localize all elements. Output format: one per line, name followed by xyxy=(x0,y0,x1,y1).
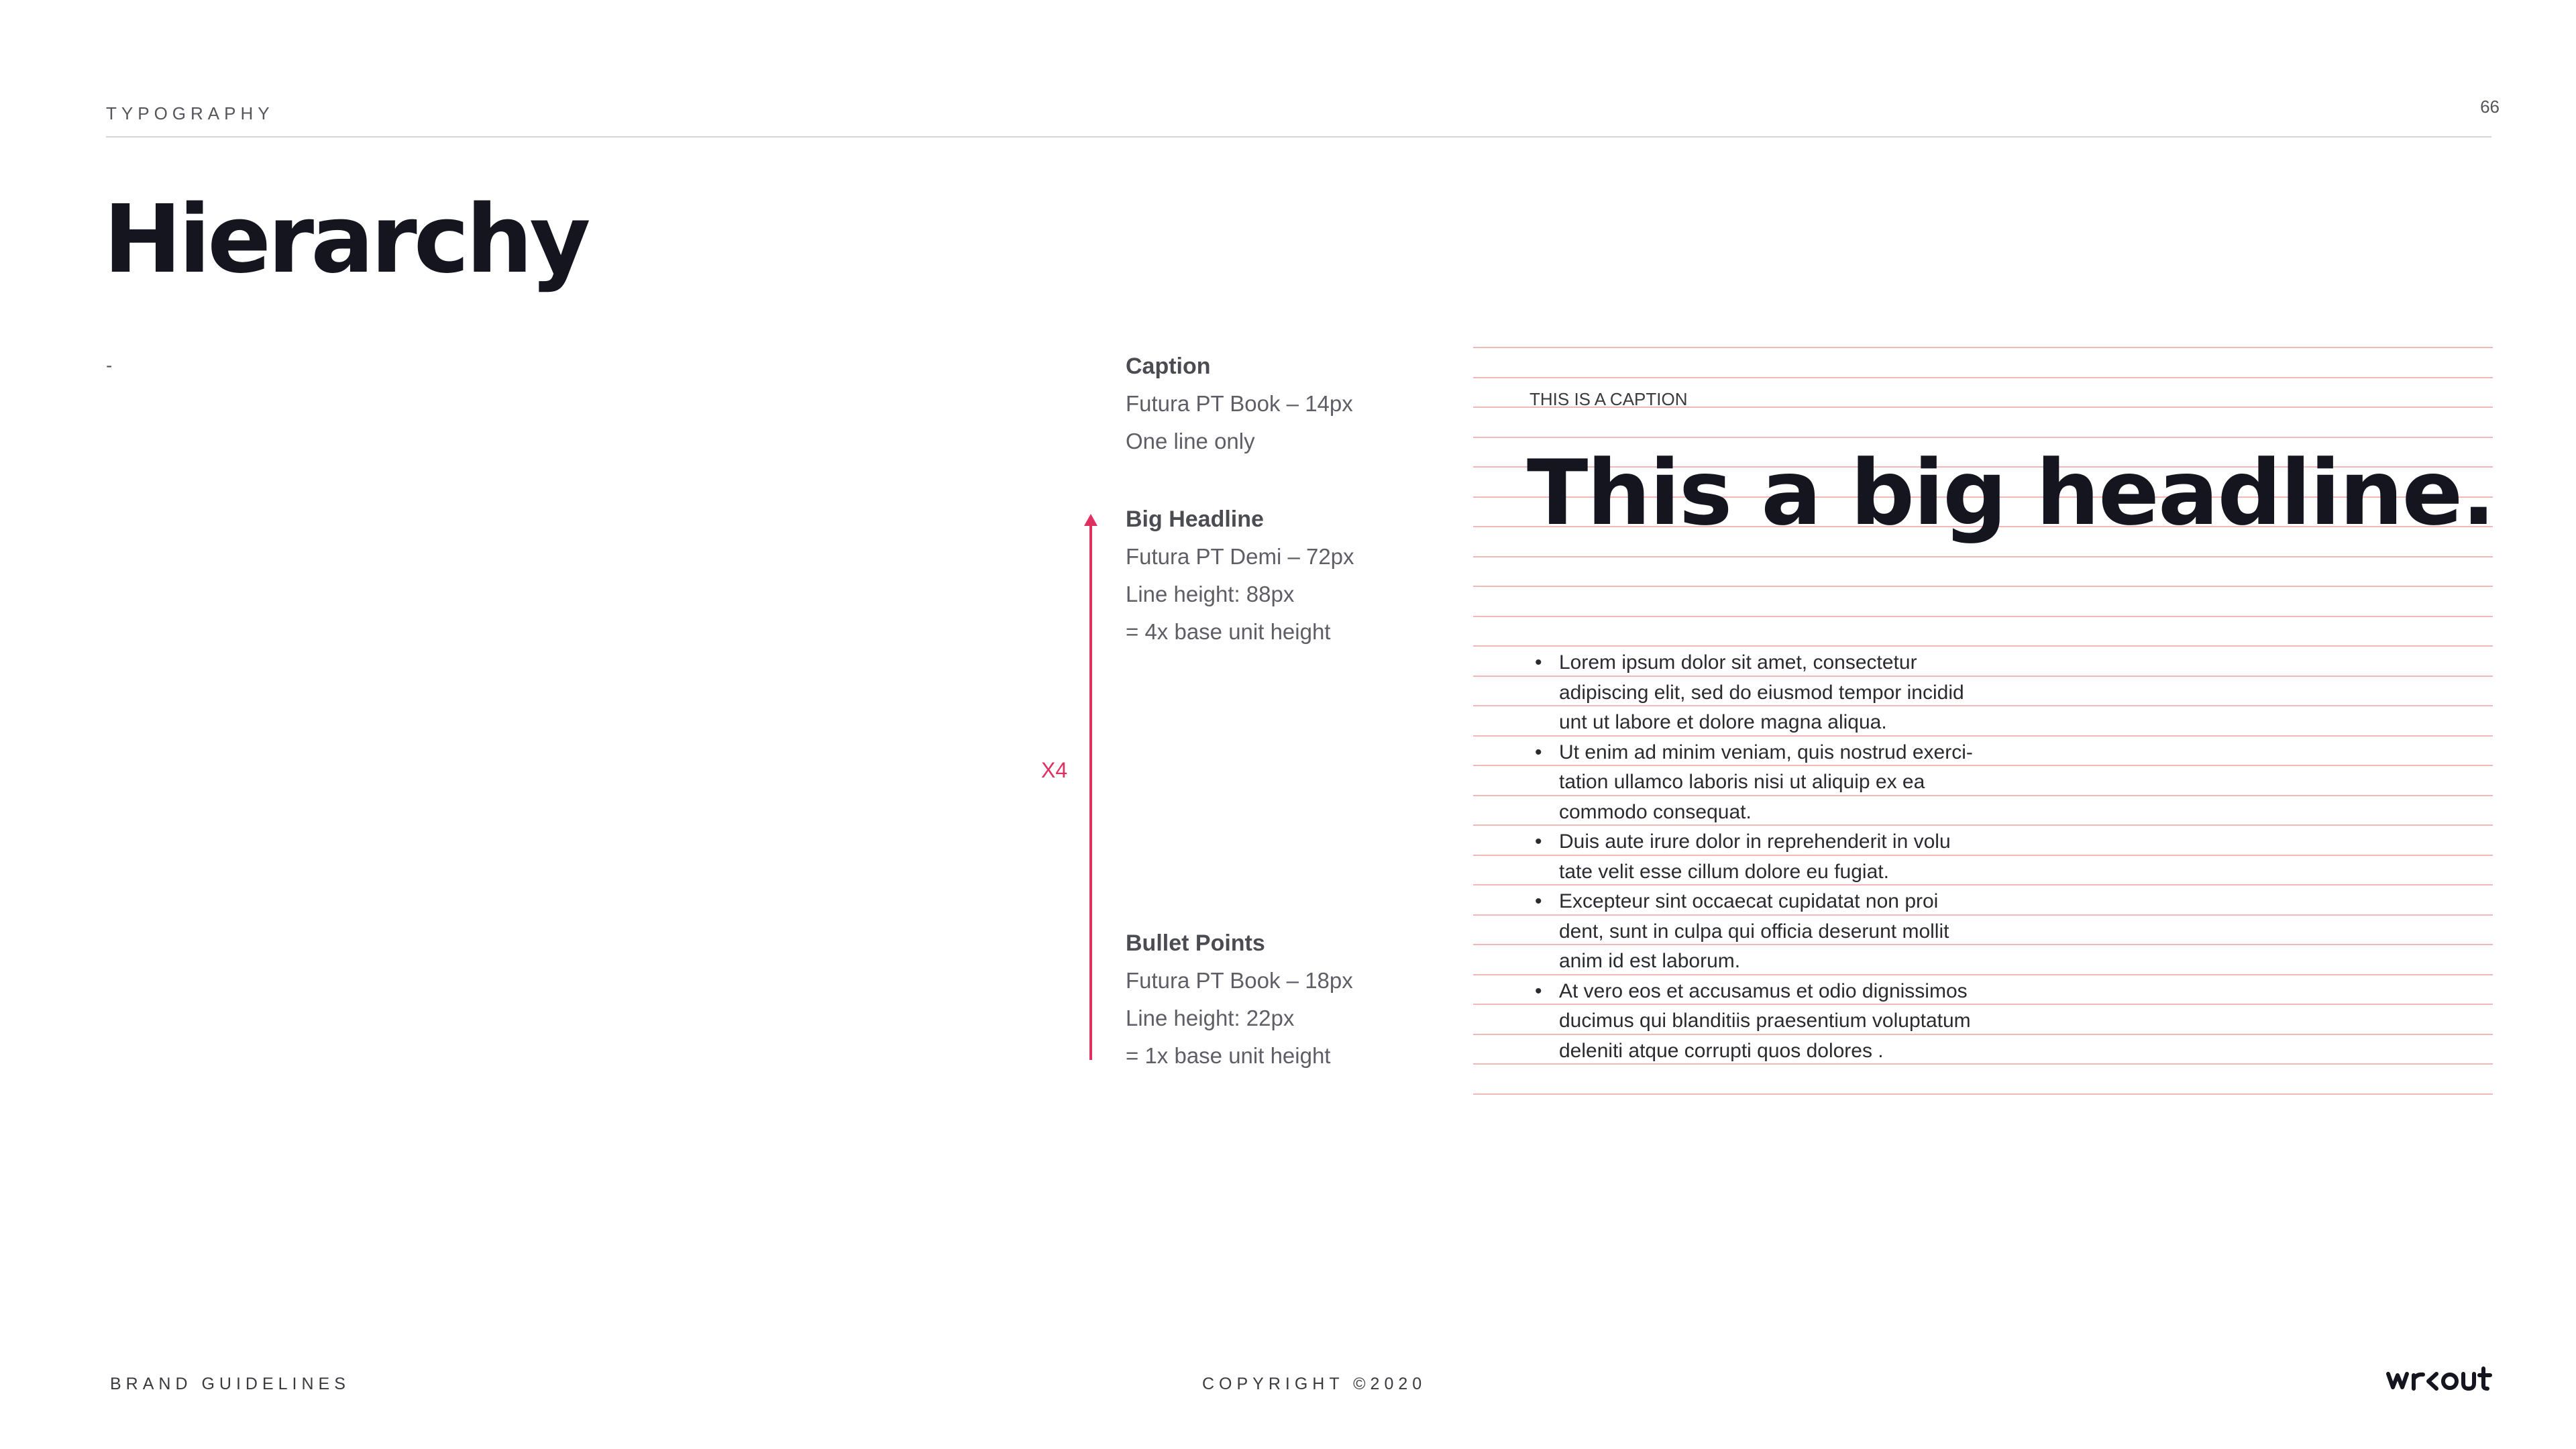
sample-headline: This a big headline. xyxy=(1527,441,2495,545)
header-divider xyxy=(106,136,2491,138)
list-item-line: Lorem ipsum dolor sit amet, consectetur xyxy=(1559,651,1917,674)
list-item-line: commodo consequat. xyxy=(1559,800,1752,823)
list-item-line: dent, sunt in culpa qui officia deserunt mollit xyxy=(1559,920,1949,943)
page-title: Hierarchy xyxy=(103,185,588,294)
list-item xyxy=(1527,887,1973,977)
spec-bullet-points xyxy=(1126,924,1353,1075)
bullet-icon: • xyxy=(1535,890,1542,912)
bullet-icon: • xyxy=(1535,741,1542,763)
wrkout-logo xyxy=(2385,1366,2494,1393)
grid-line xyxy=(1473,586,2493,587)
list-item xyxy=(1527,738,1973,828)
page-number: 66 xyxy=(2480,97,2500,117)
grid-line xyxy=(1473,645,2493,647)
grid-line xyxy=(1473,1093,2493,1095)
list-item-line: adipiscing elit, sed do eiusmod tempor incidid xyxy=(1559,681,1964,704)
measure-label: X4 xyxy=(1041,758,1068,782)
spec-big-headline xyxy=(1126,500,1354,651)
spec-caption xyxy=(1126,347,1353,460)
dash-mark: - xyxy=(106,355,113,376)
list-item-line: At vero eos et accusamus et odio dignissimos xyxy=(1559,979,1968,1002)
spec-big-headline-line-height: Line height: 88px xyxy=(1126,582,1295,606)
footer-copyright: COPYRIGHT ©2020 xyxy=(1202,1375,1427,1393)
spec-big-headline-title: Big Headline xyxy=(1126,506,1264,532)
list-item xyxy=(1527,648,1973,738)
spec-bullet-points-title: Bullet Points xyxy=(1126,930,1265,956)
footer-brand-guidelines: BRAND GUIDELINES xyxy=(110,1375,350,1393)
list-item-line: Excepteur sint occaecat cupidatat non proi xyxy=(1559,890,1939,912)
spec-caption-title: Caption xyxy=(1126,354,1211,379)
spec-caption-note: One line only xyxy=(1126,429,1255,453)
list-item-line: tation ullamco laboris nisi ut aliquip ex ea xyxy=(1559,771,1925,793)
list-item-line: Duis aute irure dolor in reprehenderit in volu xyxy=(1559,830,1951,853)
spec-caption-font: Futura PT Book – 14px xyxy=(1126,391,1353,416)
spec-big-headline-unit: = 4x base unit height xyxy=(1126,619,1331,644)
grid-line xyxy=(1473,556,2493,557)
bullet-list xyxy=(1527,648,1973,1066)
list-item-line: tate velit esse cillum dolore eu fugiat. xyxy=(1559,860,1889,883)
grid-line xyxy=(1473,616,2493,617)
spec-big-headline-font: Futura PT Demi – 72px xyxy=(1126,544,1354,569)
bullet-icon: • xyxy=(1535,979,1542,1002)
list-item-line: deleniti atque corrupti quos dolores . xyxy=(1559,1039,1884,1062)
list-item-line: Ut enim ad minim veniam, quis nostrud exerci- xyxy=(1559,741,1973,763)
spec-bullet-points-line-height: Line height: 22px xyxy=(1126,1006,1295,1030)
sample-caption: THIS IS A CAPTION xyxy=(1529,389,1688,409)
list-item xyxy=(1527,827,1973,887)
spec-bullet-points-unit: = 1x base unit height xyxy=(1126,1043,1331,1068)
list-item xyxy=(1527,977,1973,1067)
grid-line xyxy=(1473,347,2493,348)
grid-line xyxy=(1473,377,2493,378)
section-label: TYPOGRAPHY xyxy=(106,103,274,123)
bullet-icon: • xyxy=(1535,651,1542,674)
list-item-line: unt ut labore et dolore magna aliqua. xyxy=(1559,711,1887,733)
measure-line xyxy=(1089,523,1092,1060)
spec-bullet-points-font: Futura PT Book – 18px xyxy=(1126,968,1353,993)
bullet-icon: • xyxy=(1535,830,1542,853)
list-item-line: ducimus qui blanditiis praesentium voluptatum xyxy=(1559,1010,1971,1032)
list-item-line: anim id est laborum. xyxy=(1559,950,1741,972)
